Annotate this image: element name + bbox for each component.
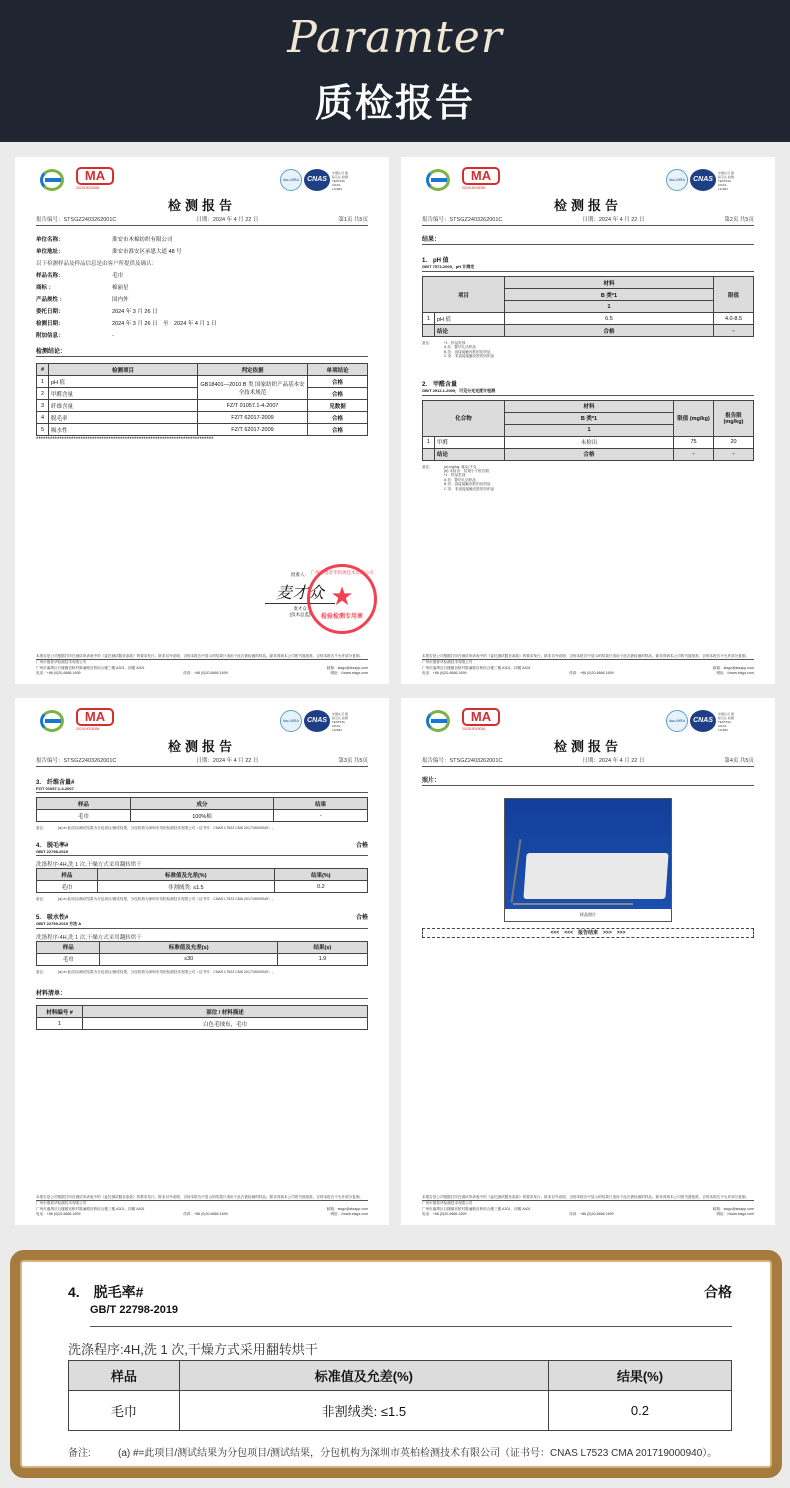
table-cell: 1.9 xyxy=(277,953,367,965)
wash-procedure: 洗涤程序:4H,洗 1 次,干燥方式采用翻转烘干 xyxy=(36,934,142,941)
test-item: 吸水性 xyxy=(49,424,198,436)
stamp-star-icon: ★ xyxy=(330,581,354,611)
sample-value: 2024 年 3 月 26 日 至 2024 年 4 月 1 日 xyxy=(112,321,217,327)
footer-contact-row xyxy=(36,1212,368,1217)
header-no: 1 xyxy=(505,424,674,436)
report-date: 日期：2024 年 4 月 22 日 xyxy=(196,758,259,764)
s1-table xyxy=(422,276,754,337)
notes-label: 备注: xyxy=(36,897,45,902)
cma-number: 202019015084 xyxy=(76,727,100,731)
table-header: 检测项目 xyxy=(49,364,198,376)
header-report-limit: 报告限 (mg/kg) xyxy=(714,400,754,436)
report-date: 日期：2024 年 4 月 22 日 xyxy=(582,758,645,764)
table-header: # xyxy=(37,364,49,376)
sample-row xyxy=(36,270,368,282)
note-line: (a) mg/kg: 毫克/千克 xyxy=(444,464,477,469)
blank-cell xyxy=(423,325,435,337)
test-result: 合格 xyxy=(308,376,368,388)
note-line: *1：样品类别 xyxy=(444,473,466,478)
logo-row xyxy=(36,698,368,738)
footer-email: 邮箱：stsgz@stsapp.com xyxy=(712,1206,754,1211)
conclusion-value: 合格 xyxy=(505,448,674,460)
table-cell: - xyxy=(274,810,368,822)
report-page-3 xyxy=(15,698,389,1225)
section-title xyxy=(36,840,368,849)
footer-web: 网址：//www.stsgz.com xyxy=(716,670,754,675)
footer-fax: 传真：+86 (0)20-6666 1699 xyxy=(569,670,614,675)
report-title: 检测报告 xyxy=(167,198,236,213)
table-row xyxy=(37,400,368,412)
footer-email: 邮箱：stsgz@stsapp.com xyxy=(326,665,368,670)
conclusion-value: 合格 xyxy=(505,325,714,337)
materials-title: 材料清单： xyxy=(36,988,368,999)
approver-name: 麦才众 xyxy=(293,606,307,611)
report-meta xyxy=(422,756,754,767)
approver-title: (技术总监) xyxy=(289,612,311,617)
test-item: 纤维含量 xyxy=(49,400,198,412)
table-row xyxy=(423,436,754,448)
info-row xyxy=(36,246,368,258)
note-line: C 类：非直接接触皮肤的纺织品 xyxy=(444,486,495,491)
notes xyxy=(36,897,368,901)
cnas-logo-text: 中国认可 国际互认 检测 TESTING CNAS L11384 xyxy=(718,171,734,191)
row-limit: 75 xyxy=(674,436,714,448)
ilac-mra-logo-icon: ilac-MRA xyxy=(280,169,302,191)
stamp-company: 广州市德普华检测技术有限公司 xyxy=(310,570,374,575)
ilac-mra-logo-icon: ilac-MRA xyxy=(666,169,688,191)
table-header: 结果(%) xyxy=(274,869,367,881)
report-title: 检测报告 xyxy=(167,739,236,754)
footer-web: 网址：//www.stsgz.com xyxy=(716,1211,754,1216)
footer-address: 广州市番禺区石楼镇官桥村陈涌路官桥综合楼三楼 A301、四楼 A401 xyxy=(422,1206,531,1211)
header-no: 1 xyxy=(505,301,714,313)
notes xyxy=(36,826,368,830)
section-title xyxy=(36,912,368,921)
ilac-mra-logo-icon: ilac-MRA xyxy=(280,710,302,732)
cnas-logo-icon: CNAS xyxy=(690,169,716,191)
section-name: 5. 吸水性# xyxy=(36,914,69,921)
table-cell: 非割绒类: ≤1.5 xyxy=(97,881,274,893)
table-cell: 0.2 xyxy=(274,881,367,893)
sample-row xyxy=(36,330,368,342)
section-verdict: 合格 xyxy=(355,914,368,921)
footer-company: 广州市德普华检测技术有限公司 xyxy=(36,659,368,665)
notes-label: 备注: xyxy=(422,341,431,345)
footer-company: 广州市德普华检测技术有限公司 xyxy=(422,659,754,665)
table-cell: 毛巾 xyxy=(37,953,100,965)
info-label: 单位名称： xyxy=(36,237,64,243)
ets-logo-icon xyxy=(426,710,450,732)
footer-address: 广州市番禺区石楼镇官桥村陈涌路官桥综合楼三楼 A301、四楼 A401 xyxy=(36,1206,145,1211)
table-header-row xyxy=(69,1361,732,1391)
notes-label: 备注: xyxy=(36,826,45,830)
row-report-limit: 20 xyxy=(714,436,754,448)
conclusion-limit: - xyxy=(674,448,714,460)
section-name: 3. 纤维含量# xyxy=(36,780,75,786)
footer-company: 广州市德普华检测技术有限公司 xyxy=(422,1200,754,1206)
footer-phone: 电话：+86 (0)20-6666 1699 xyxy=(422,670,467,675)
wash-procedure: 洗涤程序:4H,洗 1 次,干燥方式采用翻转烘干 xyxy=(36,862,142,869)
section-standard: GB/T 22798-2019 xyxy=(90,1304,732,1327)
sample-row xyxy=(36,318,368,330)
zoomed-lint-rate-section xyxy=(10,1250,782,1478)
table-header: 结果 xyxy=(274,798,368,810)
cma-logo-icon: MA xyxy=(76,708,114,726)
footer-email: 邮箱：stsgz@stsapp.com xyxy=(712,665,754,670)
conclusion-report-limit: - xyxy=(714,448,754,460)
s1-title: 1. pH 值 xyxy=(422,258,449,264)
header-item: 化合物 xyxy=(423,400,505,436)
sample-label: 商标 ： xyxy=(36,285,55,291)
test-result: 合格 xyxy=(308,412,368,424)
ets-logo-icon xyxy=(40,169,64,191)
sample-label: 样品名称： xyxy=(36,273,64,279)
table-header: 标准值及允差(s) xyxy=(100,941,277,953)
table-header: 样品 xyxy=(37,798,131,810)
conclusion-label: 结论 xyxy=(435,325,505,337)
note-line: A 类：婴幼儿纺织品 xyxy=(444,345,476,350)
footer-address: 广州市番禺区石楼镇官桥村陈涌路官桥综合楼三楼 A301、四楼 A401 xyxy=(36,665,145,670)
header-class: B 类*1 xyxy=(505,412,674,424)
report-page-4 xyxy=(401,698,775,1225)
logo-row xyxy=(36,157,368,197)
report-page-2 xyxy=(401,157,775,684)
test-result: 见数据 xyxy=(308,400,368,412)
spacer xyxy=(422,359,754,369)
table-cell: 白色毛绒布，毛巾 xyxy=(83,1018,368,1030)
sample-value: 2024 年 3 月 26 日 xyxy=(112,309,158,315)
approver-signature: 麦才众 xyxy=(265,580,335,604)
report-meta xyxy=(36,215,368,226)
s3-table xyxy=(36,797,368,822)
table-header: 样品 xyxy=(69,1361,180,1391)
report-footer xyxy=(36,1195,368,1217)
note-line: *1：样品类别 xyxy=(444,341,466,345)
row-number: 1 xyxy=(37,376,49,388)
photo-caption: 样品照片 xyxy=(580,912,596,917)
conclusion-title: 检测结论： xyxy=(36,346,368,357)
section-title xyxy=(422,379,754,388)
section-verdict: 合格 xyxy=(355,843,368,850)
table-header-row xyxy=(423,400,754,412)
footer-address: 广州市番禺区石楼镇官桥村陈涌路官桥综合楼三楼 A301、四楼 A401 xyxy=(422,665,531,670)
section-title xyxy=(422,255,754,264)
cma-number: 202019015084 xyxy=(462,186,486,190)
sample-label: 产品规性 ： xyxy=(36,297,66,303)
section-standard: GB/T 7573-2009，pH 计测定 xyxy=(422,264,754,272)
footer-disclaimer: 本报告是公司根据打印在测试申请表中的《委托测试服务条款》的要求发行。除非另外说明，否则本报告中显示的结果只适用于此次被检测的样品。除非得到本公司的书面批准，否则本报告不允许部分复制。 xyxy=(422,1195,750,1200)
cnas-logo-text: 中国认可 国际互认 检测 TESTING CNAS L11384 xyxy=(332,171,348,191)
table-header: 结果(s) xyxy=(277,941,367,953)
note-text: (a) #=此项目/测试结果为分包项目/测试结果，分包机构为深圳市英柏检测技术有限公司（证书号：CNAS L7523 CMA 201719000940）。 xyxy=(58,826,276,830)
row-value: 6.5 xyxy=(505,313,714,325)
section-standard: GB/T 2912.1-2009，可见分光光度计检测 xyxy=(422,388,754,396)
section-standard: GB/T 22799-2019 方法 A xyxy=(36,921,368,929)
table-row xyxy=(37,881,368,893)
table-cell: 1 xyxy=(37,1018,83,1030)
s5-table xyxy=(36,941,368,966)
end-stars: **************************************************************************** xyxy=(36,437,214,443)
logo-row xyxy=(422,698,754,738)
footer-phone: 电话：+86 (0)20-6666 1699 xyxy=(422,1211,467,1216)
table-row xyxy=(69,1391,732,1431)
table-header-row xyxy=(37,798,368,810)
section-title xyxy=(36,777,368,786)
footer-disclaimer: 本报告是公司根据打印在测试申请表中的《委托测试服务条款》的要求发行。除非另外说明，否则本报告中显示的结果只适用于此次被检测的样品。除非得到本公司的书面批准，否则本报告不允许部分复制。 xyxy=(36,1195,364,1200)
logo-row xyxy=(422,157,754,197)
results-title: 结果： xyxy=(422,234,754,245)
photo-title: 照片： xyxy=(422,775,754,786)
row-number: 2 xyxy=(37,388,49,400)
main-title: 质检报告 xyxy=(314,83,475,125)
header-class: B 类*1 xyxy=(505,289,714,301)
test-item: 甲醛含量 xyxy=(49,388,198,400)
footer-fax: 传真：+86 (0)20-6666 1699 xyxy=(183,1211,228,1216)
info-value: 淮安市木棉纺织有限公司 xyxy=(112,237,173,243)
table-header: 标准值及允差(%) xyxy=(179,1361,548,1391)
header-material: 材料 xyxy=(505,277,714,289)
info-row xyxy=(36,234,368,246)
page-number: 第4页 共5页 xyxy=(724,758,754,764)
towel-image xyxy=(523,853,668,899)
cma-logo-icon: MA xyxy=(462,167,500,185)
section-name: 4. 脱毛率# xyxy=(36,843,69,850)
cnas-logo-text: 中国认可 国际互认 检测 TESTING CNAS L11384 xyxy=(332,712,348,732)
section-standard: GB/T 22798-2019 xyxy=(36,849,368,856)
note-line: B 类：直接接触皮肤的纺织品 xyxy=(444,482,491,487)
notes xyxy=(422,465,754,491)
note-line: A 类：婴幼儿纺织品 xyxy=(444,477,476,482)
table-cell: 0.2 xyxy=(548,1391,731,1431)
report-footer xyxy=(36,654,368,676)
notes-lines xyxy=(444,465,494,491)
note-text: (a) #=此项目/测试结果为分包项目/测试结果，分包机构为深圳市英柏检测技术有限公司（证书号：CNAS L7523 CMA 201719000940）。 xyxy=(58,897,276,902)
table-header-row xyxy=(37,1006,368,1018)
table-row xyxy=(423,313,754,325)
cnas-logo-text: 中国认可 国际互认 检测 TESTING CNAS L11384 xyxy=(718,712,734,732)
table-header: 材料编号 # xyxy=(37,1006,83,1018)
cma-logo-icon: MA xyxy=(76,167,114,185)
footer-web: 网址：//www.stsgz.com xyxy=(330,670,368,675)
report-title: 检测报告 xyxy=(553,739,622,754)
blank-cell xyxy=(423,448,435,460)
cma-number: 202019015084 xyxy=(76,186,100,190)
sample-value: 国内外 xyxy=(112,297,129,303)
report-number: 报告编号：STSGZ2403262001C xyxy=(36,758,117,764)
table-cell: 100%棉 xyxy=(130,810,274,822)
info-label: 单位地址： xyxy=(36,249,64,255)
section-name: 4. 脱毛率# xyxy=(68,1284,144,1300)
test-item: pH 值 xyxy=(49,376,198,388)
confirm-text: 以下检测样品及样品信息是由客户所提供及确认： xyxy=(36,261,158,267)
footer-contact-row xyxy=(422,1212,754,1217)
s4-table xyxy=(36,868,368,893)
table-cell: 毛巾 xyxy=(37,881,98,893)
sample-label: 委托日期： xyxy=(36,309,64,315)
cma-logo-icon: MA xyxy=(462,708,500,726)
sample-row xyxy=(36,306,368,318)
footer-email: 邮箱：stsgz@stsapp.com xyxy=(326,1206,368,1211)
report-number: 报告编号：STSGZ2403262001C xyxy=(422,758,503,764)
table-cell: 非割绒类: ≤1.5 xyxy=(179,1391,548,1431)
table-row xyxy=(37,424,368,436)
section-title xyxy=(68,1282,732,1302)
test-basis: FZ/T 01057.1-4-2007 xyxy=(198,400,308,412)
notes xyxy=(68,1447,732,1461)
table-header-row xyxy=(37,869,368,881)
header-item: 项目 xyxy=(423,277,505,313)
conclusion-table xyxy=(36,363,368,436)
approver-label: 批准人： xyxy=(291,572,309,577)
test-result: 合格 xyxy=(308,424,368,436)
footer-disclaimer: 本报告是公司根据打印在测试申请表中的《委托测试服务条款》的要求发行。除非另外说明，否则本报告中显示的结果只适用于此次被检测的样品。除非得到本公司的书面批准，否则本报告不允许部分复制。 xyxy=(36,654,364,659)
sample-value: 棉丽星 xyxy=(112,285,129,291)
wash-procedure: 洗涤程序:4H,洗 1 次,干燥方式采用翻转烘干 xyxy=(68,1342,318,1357)
footer-contact-row xyxy=(36,671,368,676)
row-number: 4 xyxy=(37,412,49,424)
test-item: 脱毛率 xyxy=(49,412,198,424)
footer-phone: 电话：+86 (0)20-6666 1699 xyxy=(36,1211,81,1216)
script-title: Paramter xyxy=(287,12,503,63)
test-basis: FZ/T 62017-2009 xyxy=(198,424,308,436)
footer-contact-row xyxy=(422,671,754,676)
row-number: 1 xyxy=(423,436,435,448)
ets-logo-icon xyxy=(426,169,450,191)
sample-value: 毛巾 xyxy=(112,273,124,279)
table-row xyxy=(37,1018,368,1030)
table-header: 单项结论 xyxy=(308,364,368,376)
table-cell: 毛巾 xyxy=(69,1391,180,1431)
test-basis: GB18401—2010 B 类 国家纺织产品基本安全技术规范 xyxy=(198,376,308,400)
sample-label: 检测日期： xyxy=(36,321,64,327)
table-header: 标准值及允差(%) xyxy=(97,869,274,881)
table-row xyxy=(37,953,368,965)
notes-label: 备注: xyxy=(36,969,45,974)
report-date: 日期：2024 年 4 月 22 日 xyxy=(582,217,645,223)
notes xyxy=(36,970,368,974)
table-header: 成分 xyxy=(130,798,274,810)
page-header xyxy=(0,0,790,142)
row-number: 3 xyxy=(37,400,49,412)
row-number: 5 xyxy=(37,424,49,436)
cnas-logo-icon: CNAS xyxy=(690,710,716,732)
ruler-icon xyxy=(511,839,522,903)
note-line: B 类：直接接触皮肤的纺织品 xyxy=(444,349,491,354)
row-limit: 4.0-8.5 xyxy=(714,313,754,325)
test-basis: FZ/T 62017-2009 xyxy=(198,412,308,424)
footer-company: 广州市德普华检测技术有限公司 xyxy=(36,1200,368,1206)
note-text: (a) #=此项目/测试结果为分包项目/测试结果，分包机构为深圳市英柏检测技术有限公司（证书号：CNAS L7523 CMA 201719000940）。 xyxy=(118,1448,718,1459)
note-text: (a) #=此项目/测试结果为分包项目/测试结果，分包机构为深圳市英柏检测技术有限公司（证书号：CNAS L7523 CMA 201719000940）。 xyxy=(58,969,276,974)
sample-photo-image xyxy=(505,799,671,909)
cnas-logo-icon: CNAS xyxy=(304,169,330,191)
table-row xyxy=(37,810,368,822)
footer-disclaimer: 本报告是公司根据打印在测试申请表中的《委托测试服务条款》的要求发行。除非另外说明，否则本报告中显示的结果只适用于此次被检测的样品。除非得到本公司的书面批准，否则本报告不允许部分复制。 xyxy=(422,654,750,659)
notes-label: 备注: xyxy=(422,464,431,469)
table-header: 样品 xyxy=(37,869,98,881)
ruler-icon xyxy=(513,903,633,905)
footer-fax: 传真：+86 (0)20-6666 1699 xyxy=(183,670,228,675)
section-verdict: 合格 xyxy=(704,1284,732,1300)
footer-web: 网址：//www.stsgz.com xyxy=(330,1211,368,1216)
header-material: 材料 xyxy=(505,400,674,412)
row-name: pH 值 xyxy=(435,313,505,325)
table-row xyxy=(37,376,368,388)
conclusion-limit: - xyxy=(714,325,754,337)
test-result: 合格 xyxy=(308,388,368,400)
report-number: 报告编号：STSGZ2403262001C xyxy=(36,217,117,223)
footer-phone: 电话：+86 (0)20-6666 1699 xyxy=(36,670,81,675)
report-page-1 xyxy=(15,157,389,684)
footer-fax: 传真：+86 (0)20-6666 1699 xyxy=(569,1211,614,1216)
report-date: 日期：2024 年 4 月 22 日 xyxy=(196,217,259,223)
sample-row xyxy=(36,294,368,306)
report-meta xyxy=(422,215,754,226)
table-header-row xyxy=(37,364,368,376)
table-header: 部位 / 材料描述 xyxy=(83,1006,368,1018)
notes-lines xyxy=(444,341,494,359)
page-number: 第2页 共5页 xyxy=(724,217,754,223)
stamp-label: 检验检测专用章 xyxy=(320,614,363,620)
lint-rate-table xyxy=(68,1360,732,1431)
notes xyxy=(422,341,754,359)
sample-row xyxy=(36,282,368,294)
sample-photo xyxy=(504,798,672,922)
report-footer xyxy=(422,654,754,676)
conclusion-row xyxy=(423,325,754,337)
page-number: 第1页 共5页 xyxy=(338,217,368,223)
sample-label: 附加信息： xyxy=(36,333,64,339)
cma-number: 202019015084 xyxy=(462,727,486,731)
row-name: 甲醛 xyxy=(435,436,505,448)
conclusion-label: 结论 xyxy=(435,448,505,460)
materials-table xyxy=(36,1005,368,1030)
table-header-row xyxy=(423,277,754,289)
s2-title: 2. 甲醛含量 xyxy=(422,381,458,388)
page-number: 第3页 共5页 xyxy=(338,758,368,764)
report-end-marker: <<< <<< 报告结束 >>> >>> xyxy=(422,928,754,938)
report-number: 报告编号：STSGZ2403262001C xyxy=(422,217,503,223)
notes-label: 备注: xyxy=(68,1448,91,1459)
row-number: 1 xyxy=(423,313,435,325)
report-title: 检测报告 xyxy=(553,198,622,213)
table-header: 判定依据 xyxy=(198,364,308,376)
conclusion-row xyxy=(423,448,754,460)
table-header: 结果(%) xyxy=(548,1361,731,1391)
note-line: C 类：非直接接触皮肤的纺织品 xyxy=(444,354,495,359)
header-limit: 限值 (mg/kg) xyxy=(674,400,714,436)
info-value: 淮安市淮安区承恩大道 48 号 xyxy=(112,249,182,255)
s2-table xyxy=(422,400,754,461)
table-row xyxy=(37,412,368,424)
section-standard: FZ/T 01057.1-4-2007 xyxy=(36,786,368,793)
note-line: (b) 未检出：结果小于报告限 xyxy=(444,469,489,474)
table-cell: ≤30 xyxy=(100,953,277,965)
ilac-mra-logo-icon: ilac-MRA xyxy=(666,710,688,732)
report-footer xyxy=(422,1195,754,1217)
table-header: 样品 xyxy=(37,941,100,953)
table-header-row xyxy=(37,941,368,953)
table-cell: 毛巾 xyxy=(37,810,131,822)
ets-logo-icon xyxy=(40,710,64,732)
row-value: 未检出 xyxy=(505,436,674,448)
cnas-logo-icon: CNAS xyxy=(304,710,330,732)
official-stamp xyxy=(307,564,377,634)
sample-value: - xyxy=(112,333,114,339)
report-meta xyxy=(36,756,368,767)
header-limit: 限值 xyxy=(714,277,754,313)
